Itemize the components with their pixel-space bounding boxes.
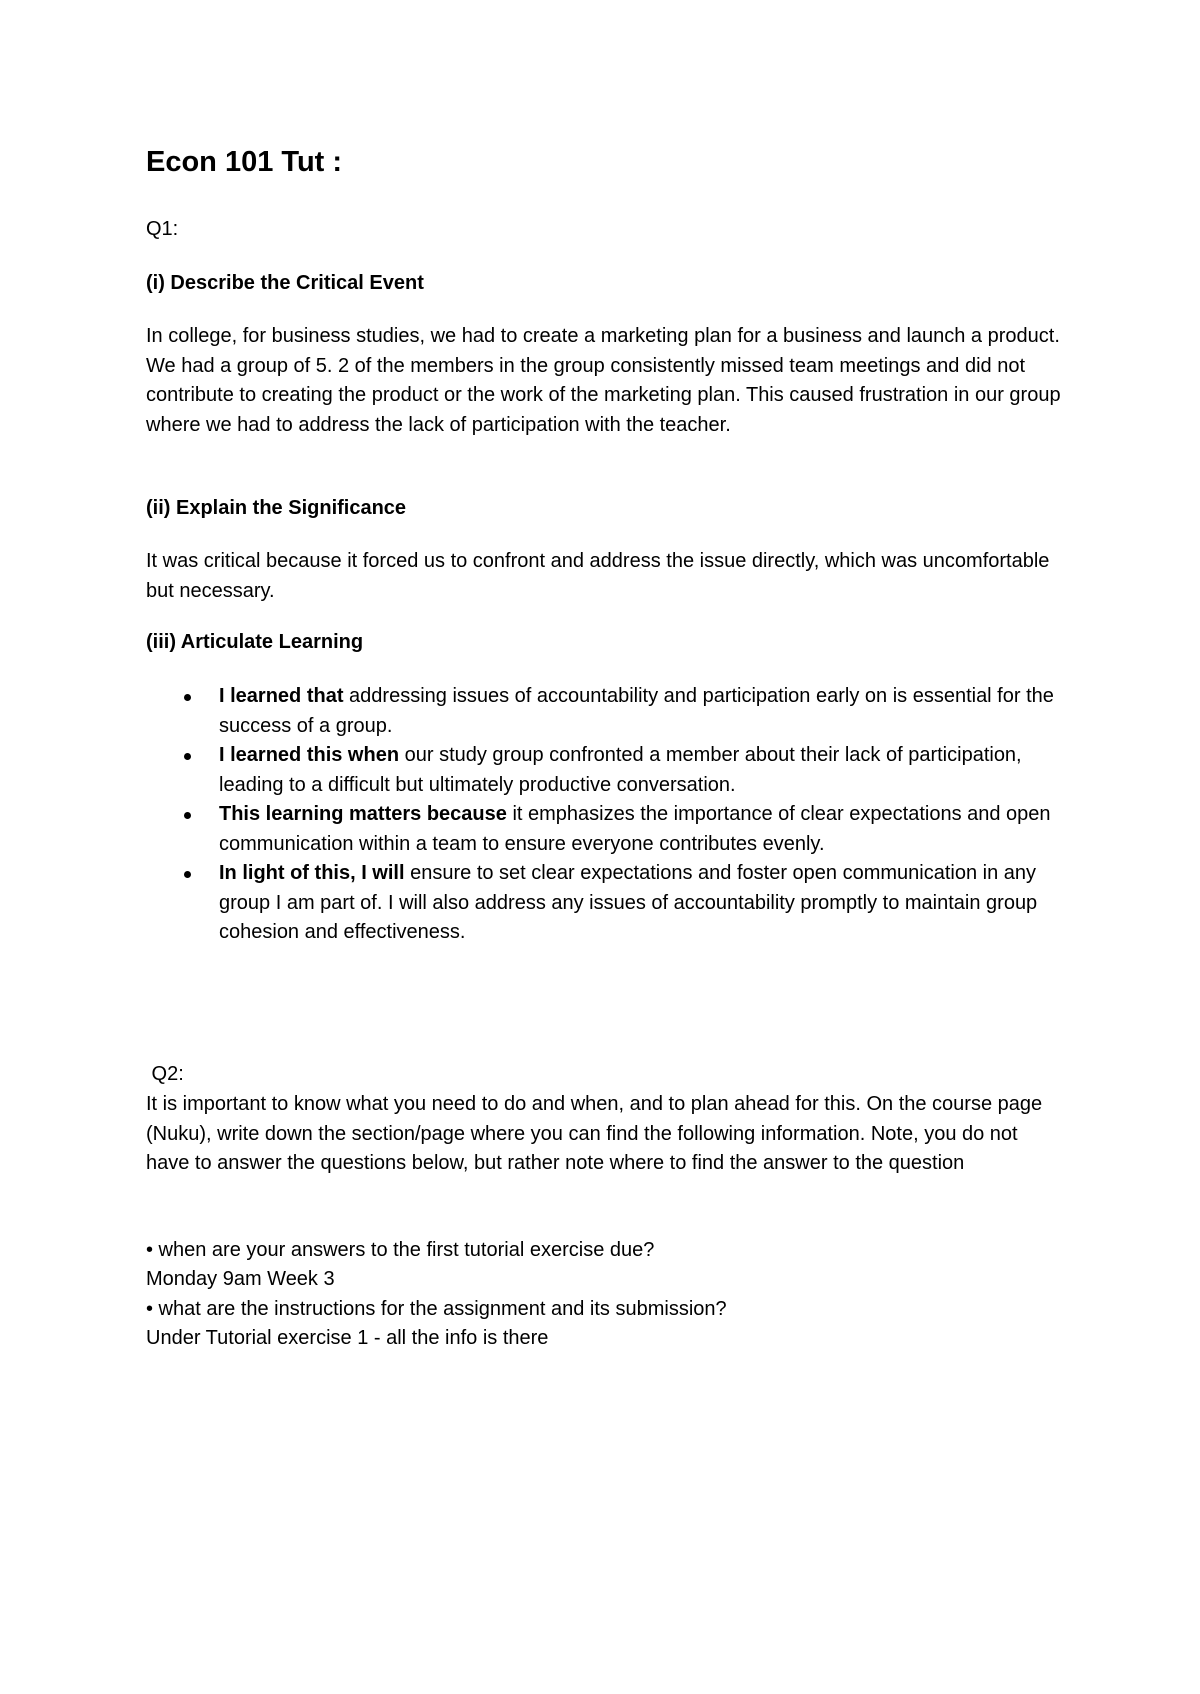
list-item [146, 800, 1066, 859]
q2-question-instructions: • what are the instructions for the assignment and its submission? [146, 1298, 727, 1320]
list-item [146, 741, 1066, 800]
learning-bullet-list [146, 682, 1066, 948]
q1-heading-learning: (iii) Articulate Learning [146, 631, 364, 653]
bullet-text: it emphasizes the importance of clear expectations and open communication within a team to ensure everyone contributes evenly. [219, 803, 1051, 855]
document-title: Econ 101 Tut : [146, 146, 343, 178]
q1-label: Q1: [146, 218, 179, 240]
bullet-icon [184, 753, 191, 760]
q2-label: Q2: [146, 1063, 184, 1085]
q2-question-due: • when are your answers to the first tutorial exercise due? [146, 1239, 655, 1261]
q1-paragraph-event: In college, for business studies, we had to create a marketing plan for a business and launch a product. We had a group of 5. 2 of the members in the group consistently missed team meetings and did not contribute to creating the product or the work of the marketing plan. This caused frustration in our group where we had to address the lack of participation with the teacher. [146, 325, 1061, 436]
list-item [146, 682, 1066, 741]
bullet-lead: In light of this, I will [219, 862, 405, 884]
q1-paragraph-significance: It was critical because it forced us to confront and address the issue directly, which was uncomfortable but necessary. [146, 550, 1050, 602]
q2-answer-due: Monday 9am Week 3 [146, 1268, 335, 1290]
bullet-text: addressing issues of accountability and participation early on is essential for the success of a group. [219, 685, 1054, 737]
q1-heading-significance: (ii) Explain the Significance [146, 497, 407, 519]
bullet-lead: I learned that [219, 685, 344, 707]
bullet-text: ensure to set clear expectations and foster open communication in any group I am part of. I will also address any issues of accountability promptly to maintain group cohesion and effectiveness. [219, 862, 1038, 943]
q2-answer-instructions: Under Tutorial exercise 1 - all the info is there [146, 1327, 549, 1349]
bullet-lead: I learned this when [219, 744, 400, 766]
bullet-text: our study group confronted a member about their lack of participation, leading to a difficult but ultimately productive conversation. [219, 744, 1022, 796]
bullet-icon [184, 694, 191, 701]
bullet-icon [184, 812, 191, 819]
bullet-lead: This learning matters because [219, 803, 507, 825]
q2-intro-paragraph: It is important to know what you need to do and when, and to plan ahead for this. On the course page (Nuku), write down the section/page where you can find the following information. Note, you do not have to answer the questions below, but rather note where to find the answer to the question [146, 1093, 1043, 1174]
q1-heading-describe: (i) Describe the Critical Event [146, 272, 424, 294]
bullet-icon [184, 871, 191, 878]
list-item [146, 859, 1066, 948]
